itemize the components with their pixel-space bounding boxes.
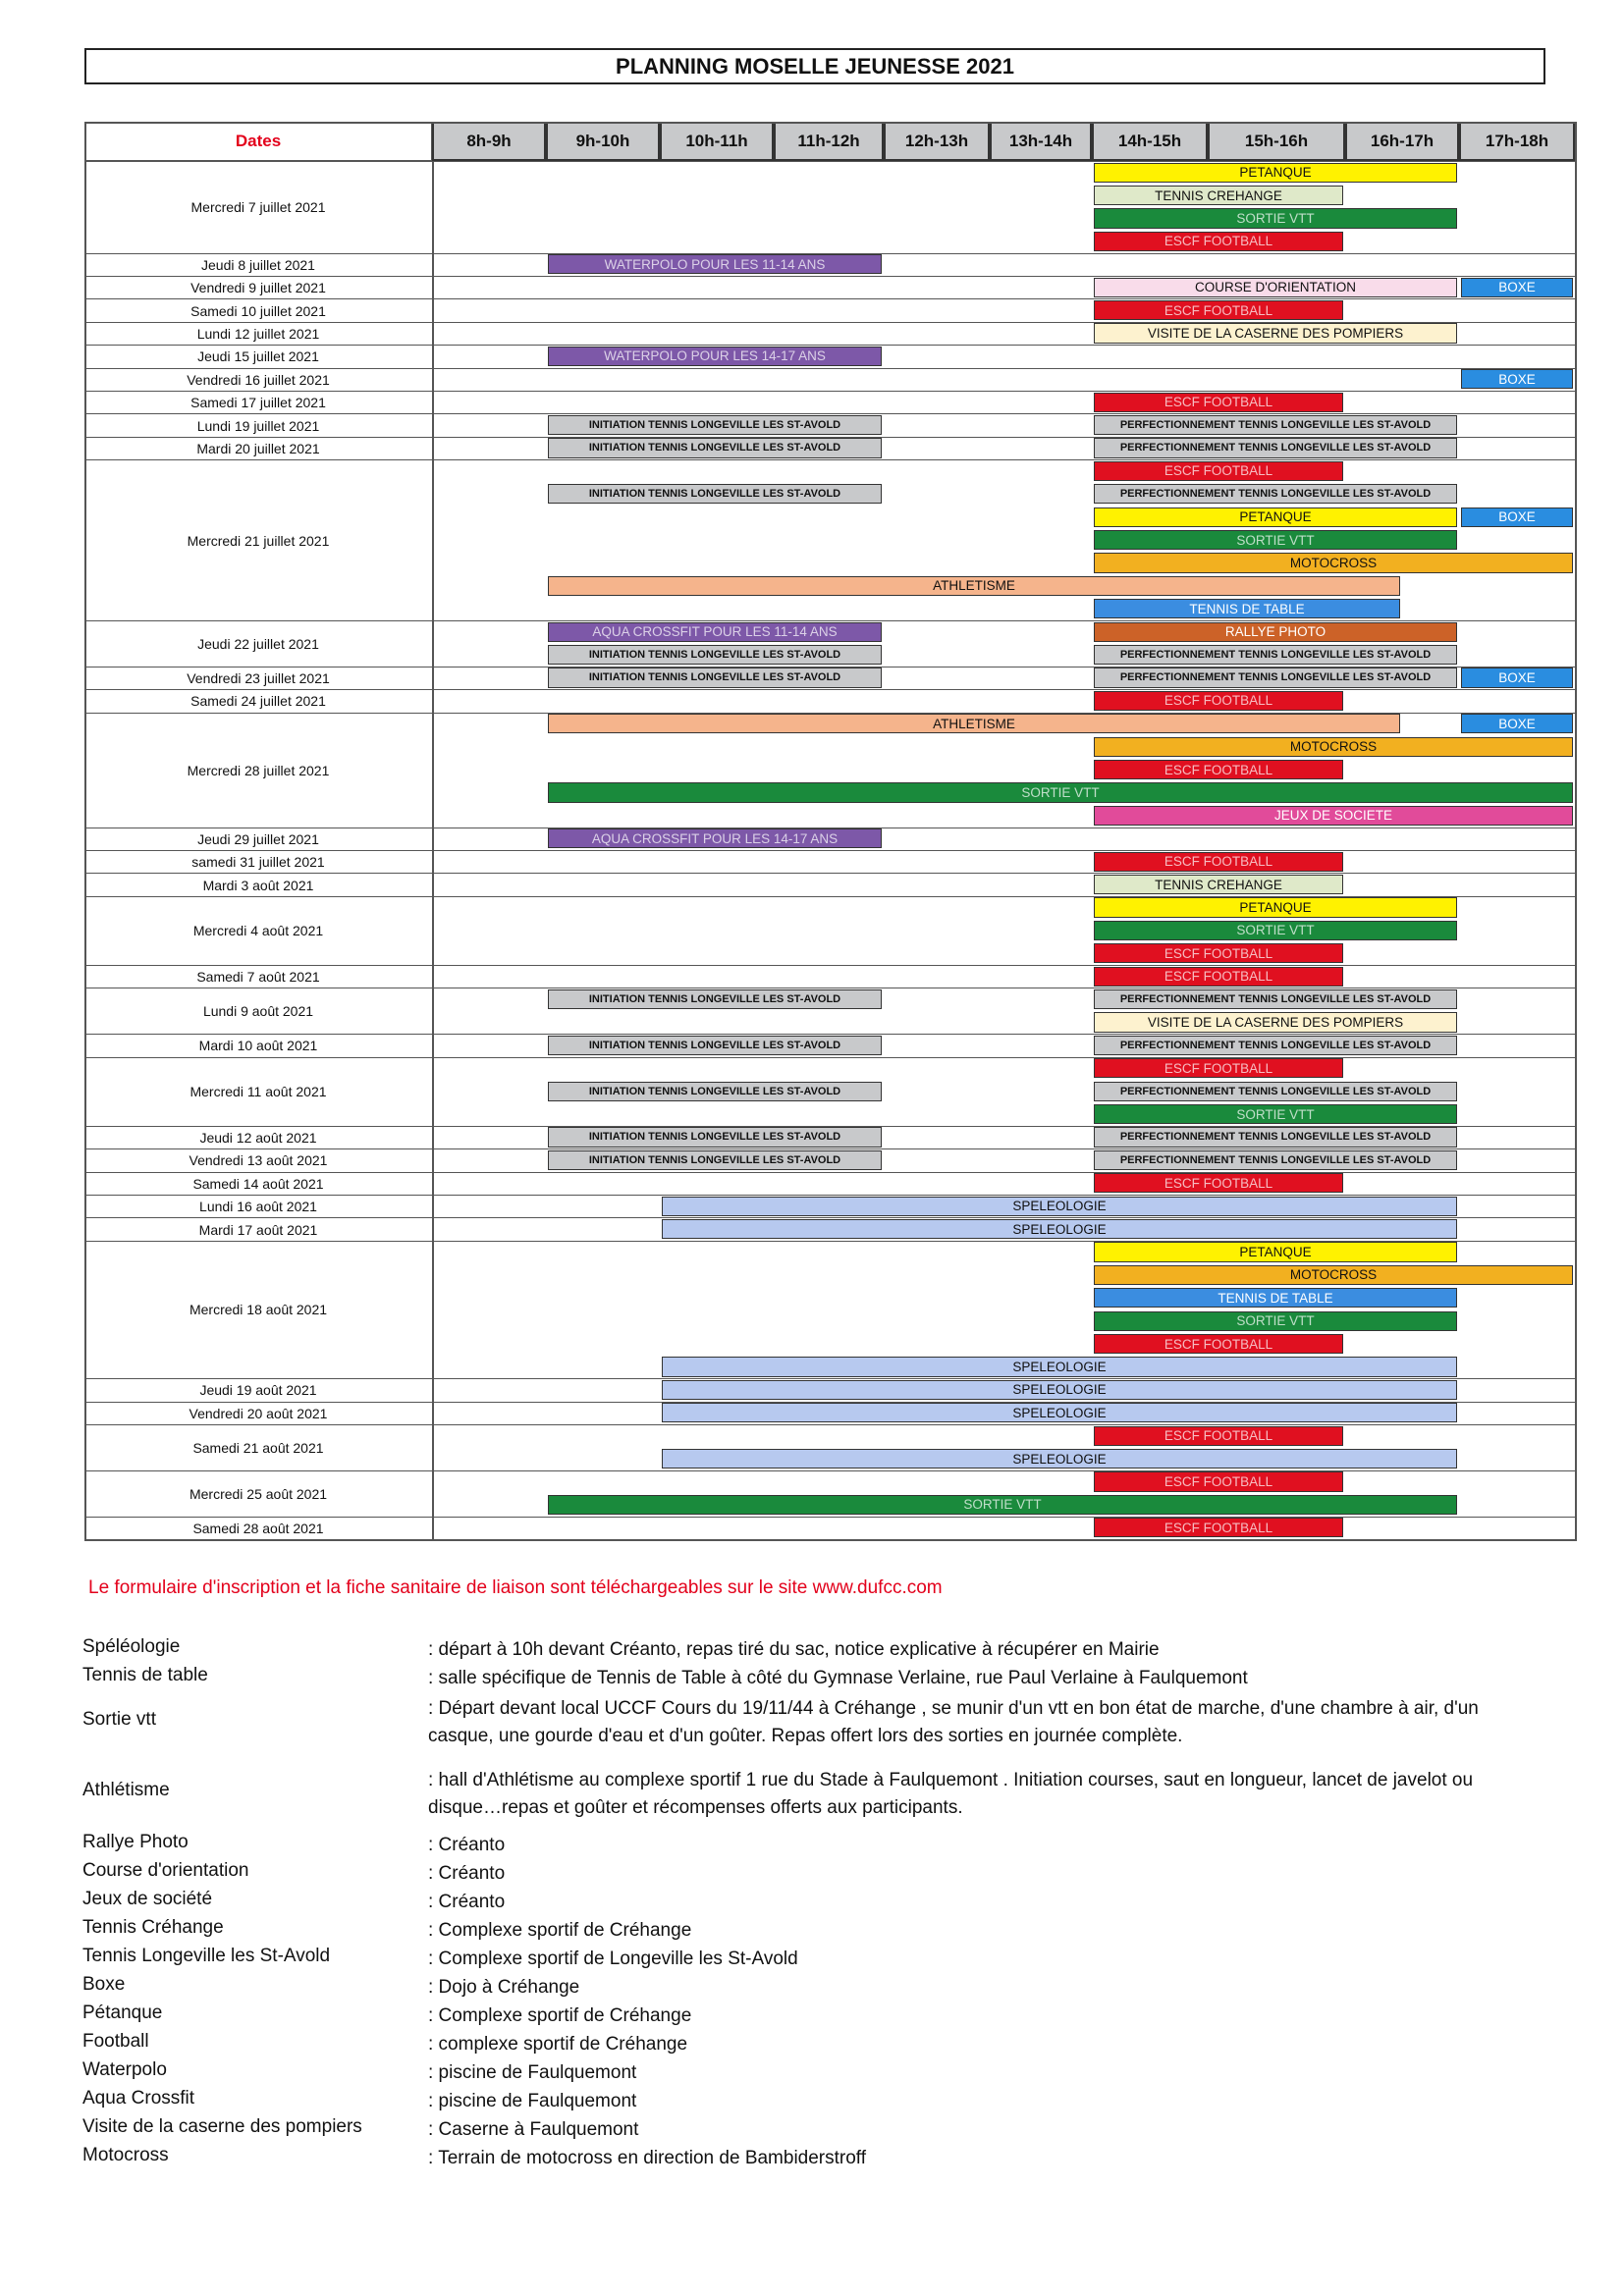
activity-bar: BOXE <box>1461 507 1573 527</box>
date-label: samedi 31 juillet 2021 <box>84 850 432 873</box>
activity-bar: ESCF FOOTBALL <box>1094 1426 1343 1446</box>
row-divider <box>432 965 1575 966</box>
activity-bar: ATHLETISME <box>548 576 1400 596</box>
activity-bar: INITIATION TENNIS LONGEVILLE LES ST-AVOLD <box>548 1036 882 1055</box>
date-label: Mercredi 11 août 2021 <box>84 1057 432 1126</box>
table-border <box>1575 122 1577 1539</box>
activity-bar: PERFECTIONNEMENT TENNIS LONGEVILLE LES ST-AVOLD <box>1094 1150 1457 1170</box>
date-label: Vendredi 16 juillet 2021 <box>84 368 432 391</box>
activity-bar: ESCF FOOTBALL <box>1094 943 1343 963</box>
info-text: : Créanto <box>428 1835 506 1855</box>
date-label: Jeudi 12 août 2021 <box>84 1126 432 1148</box>
activity-bar: TENNIS DE TABLE <box>1094 1288 1457 1308</box>
info-label: Aqua Crossfit <box>82 2088 195 2109</box>
activity-bar: TENNIS DE TABLE <box>1094 599 1400 618</box>
activity-bar: BOXE <box>1461 714 1573 733</box>
activity-bar: ESCF FOOTBALL <box>1094 1058 1343 1078</box>
activity-bar: VISITE DE LA CASERNE DES POMPIERS <box>1094 1012 1457 1032</box>
activity-bar: ATHLETISME <box>548 714 1400 733</box>
date-label: Samedi 7 août 2021 <box>84 965 432 988</box>
activity-bar: INITIATION TENNIS LONGEVILLE LES ST-AVOLD <box>548 484 882 504</box>
date-label: Vendredi 9 juillet 2021 <box>84 276 432 298</box>
row-divider <box>432 1172 1575 1173</box>
activity-bar: ESCF FOOTBALL <box>1094 967 1343 987</box>
activity-bar: PERFECTIONNEMENT TENNIS LONGEVILLE LES ST-AVOLD <box>1094 484 1457 504</box>
date-label: Mardi 17 août 2021 <box>84 1217 432 1240</box>
activity-bar: SPELEOLOGIE <box>662 1219 1457 1239</box>
row-divider <box>432 1470 1575 1471</box>
header-slot-12h-13h: 12h-13h <box>884 122 990 161</box>
activity-bar: INITIATION TENNIS LONGEVILLE LES ST-AVOLD <box>548 667 882 687</box>
info-label: Boxe <box>82 1974 126 1995</box>
date-label: Mercredi 4 août 2021 <box>84 896 432 965</box>
date-label: Samedi 14 août 2021 <box>84 1172 432 1195</box>
activity-bar: BOXE <box>1461 369 1573 389</box>
info-text: : piscine de Faulquemont <box>428 2091 637 2111</box>
activity-bar: INITIATION TENNIS LONGEVILLE LES ST-AVOLD <box>548 1150 882 1170</box>
date-label: Mercredi 28 juillet 2021 <box>84 713 432 828</box>
date-label: Samedi 24 juillet 2021 <box>84 689 432 712</box>
info-text: : hall d'Athlétisme au complexe sportif 1 rue du Stade à Faulquemont . Initiation courses, saut en longueur, lancet de javelot ou disque…repas et goûter et récompenses offerts aux participants. <box>428 1770 1474 1818</box>
activity-bar: SPELEOLOGIE <box>662 1449 1457 1468</box>
info-text: : départ à 10h devant Créanto, repas tiré du sac, notice explicative à récupérer en Mairie <box>428 1639 1160 1660</box>
activity-bar: ESCF FOOTBALL <box>1094 461 1343 481</box>
info-text: : piscine de Faulquemont <box>428 2062 637 2083</box>
date-label: Jeudi 22 juillet 2021 <box>84 620 432 667</box>
header-slot-13h-14h: 13h-14h <box>990 122 1092 161</box>
activity-bar: INITIATION TENNIS LONGEVILLE LES ST-AVOLD <box>548 1127 882 1147</box>
info-text: : Créanto <box>428 1863 506 1884</box>
activity-bar: PETANQUE <box>1094 507 1457 527</box>
row-divider <box>432 689 1575 690</box>
info-label: Jeux de société <box>82 1889 213 1909</box>
info-label: Rallye Photo <box>82 1832 189 1852</box>
date-label: Lundi 16 août 2021 <box>84 1195 432 1217</box>
activity-bar: SORTIE VTT <box>1094 1104 1457 1124</box>
activity-bar: PERFECTIONNEMENT TENNIS LONGEVILLE LES ST-AVOLD <box>1094 1036 1457 1055</box>
activity-bar: AQUA CROSSFIT POUR LES 11-14 ANS <box>548 622 882 642</box>
activity-bar: VISITE DE LA CASERNE DES POMPIERS <box>1094 323 1457 343</box>
activity-bar: SORTIE VTT <box>1094 530 1457 550</box>
activity-bar: AQUA CROSSFIT POUR LES 14-17 ANS <box>548 828 882 848</box>
activity-bar: PERFECTIONNEMENT TENNIS LONGEVILLE LES ST-AVOLD <box>1094 989 1457 1009</box>
info-label: Visite de la caserne des pompiers <box>82 2116 362 2137</box>
header-slot-10h-11h: 10h-11h <box>660 122 774 161</box>
info-text: : Dojo à Créhange <box>428 1977 580 1998</box>
info-label: Motocross <box>82 2145 169 2165</box>
date-label: Mardi 10 août 2021 <box>84 1034 432 1056</box>
row-divider <box>432 391 1575 392</box>
info-label: Football <box>82 2031 149 2052</box>
activity-bar: JEUX DE SOCIETE <box>1094 806 1573 826</box>
activity-bar: TENNIS CREHANGE <box>1094 875 1343 894</box>
page-title: PLANNING MOSELLE JEUNESSE 2021 <box>84 48 1545 84</box>
row-divider <box>432 368 1575 369</box>
date-label: Jeudi 15 juillet 2021 <box>84 345 432 367</box>
table-border <box>84 1539 1577 1541</box>
date-label: Vendredi 13 août 2021 <box>84 1148 432 1171</box>
info-label: Course d'orientation <box>82 1860 249 1881</box>
date-label: Samedi 28 août 2021 <box>84 1517 432 1539</box>
activity-bar: ESCF FOOTBALL <box>1094 1471 1343 1491</box>
activity-bar: PERFECTIONNEMENT TENNIS LONGEVILLE LES ST-AVOLD <box>1094 1082 1457 1101</box>
date-label: Samedi 10 juillet 2021 <box>84 298 432 321</box>
activity-bar: MOTOCROSS <box>1094 737 1573 757</box>
row-divider <box>432 298 1575 299</box>
date-label: Jeudi 29 juillet 2021 <box>84 828 432 850</box>
activity-bar: INITIATION TENNIS LONGEVILLE LES ST-AVOLD <box>548 1082 882 1101</box>
row-divider <box>432 1057 1575 1058</box>
activity-bar: COURSE D'ORIENTATION <box>1094 278 1457 297</box>
header-slot-16h-17h: 16h-17h <box>1345 122 1459 161</box>
activity-bar: SPELEOLOGIE <box>662 1357 1457 1376</box>
table-border <box>432 161 434 1539</box>
info-label: Tennis de table <box>82 1665 208 1685</box>
activity-bar: BOXE <box>1461 278 1573 297</box>
date-label: Jeudi 19 août 2021 <box>84 1378 432 1401</box>
date-label: Mercredi 21 juillet 2021 <box>84 459 432 620</box>
activity-bar: INITIATION TENNIS LONGEVILLE LES ST-AVOLD <box>548 415 882 435</box>
header-slot-9h-10h: 9h-10h <box>546 122 660 161</box>
activity-bar: PERFECTIONNEMENT TENNIS LONGEVILLE LES ST-AVOLD <box>1094 645 1457 665</box>
info-text: : Créanto <box>428 1892 506 1912</box>
info-label: Tennis Créhange <box>82 1917 224 1938</box>
info-text: : Complexe sportif de Créhange <box>428 1920 692 1941</box>
activity-bar: PETANQUE <box>1094 1242 1457 1261</box>
date-label: Mercredi 18 août 2021 <box>84 1241 432 1378</box>
info-text: : salle spécifique de Tennis de Table à côté du Gymnase Verlaine, rue Paul Verlaine à Faulquemont <box>428 1668 1248 1688</box>
info-text: : complexe sportif de Créhange <box>428 2034 688 2055</box>
date-label: Vendredi 23 juillet 2021 <box>84 667 432 689</box>
activity-bar: BOXE <box>1461 667 1573 687</box>
date-label: Mercredi 7 juillet 2021 <box>84 161 432 253</box>
date-label: Lundi 12 juillet 2021 <box>84 322 432 345</box>
activity-bar: PETANQUE <box>1094 163 1457 183</box>
date-label: Mercredi 25 août 2021 <box>84 1470 432 1517</box>
activity-bar: SORTIE VTT <box>548 782 1573 802</box>
row-divider <box>432 459 1575 460</box>
info-text: : Complexe sportif de Longeville les St-Avold <box>428 1949 798 1969</box>
activity-bar: SORTIE VTT <box>1094 1311 1457 1331</box>
activity-bar: WATERPOLO POUR LES 11-14 ANS <box>548 254 882 274</box>
date-label: Mardi 20 juillet 2021 <box>84 437 432 459</box>
activity-bar: ESCF FOOTBALL <box>1094 300 1343 320</box>
activity-bar: RALLYE PHOTO <box>1094 622 1457 642</box>
info-text: : Départ devant local UCCF Cours du 19/11/44 à Créhange , se munir d'un vtt en bon état de marche, d'une chambre à air, d'un casque, une gourde d'eau et d'un goûter. Repas offert lors des sorties en journée complète. <box>428 1698 1479 1746</box>
header-slot-14h-15h: 14h-15h <box>1092 122 1208 161</box>
activity-bar: ESCF FOOTBALL <box>1094 760 1343 779</box>
activity-bar: ESCF FOOTBALL <box>1094 1334 1343 1354</box>
info-label: Sortie vtt <box>82 1709 156 1730</box>
activity-bar: INITIATION TENNIS LONGEVILLE LES ST-AVOLD <box>548 645 882 665</box>
activity-bar: SORTIE VTT <box>1094 921 1457 940</box>
date-label: Samedi 17 juillet 2021 <box>84 391 432 413</box>
activity-bar: ESCF FOOTBALL <box>1094 232 1343 251</box>
activity-bar: PERFECTIONNEMENT TENNIS LONGEVILLE LES ST-AVOLD <box>1094 667 1457 687</box>
activity-bar: ESCF FOOTBALL <box>1094 393 1343 412</box>
header-slot-11h-12h: 11h-12h <box>774 122 884 161</box>
header-slot-8h-9h: 8h-9h <box>432 122 546 161</box>
info-label: Athlétisme <box>82 1780 170 1800</box>
activity-bar: ESCF FOOTBALL <box>1094 1173 1343 1193</box>
registration-note: Le formulaire d'inscription et la fiche sanitaire de liaison sont téléchargeables sur le site www.dufcc.com <box>88 1577 943 1598</box>
activity-bar: ESCF FOOTBALL <box>1094 1518 1343 1537</box>
info-text: : Complexe sportif de Créhange <box>428 2005 692 2026</box>
header-slot-17h-18h: 17h-18h <box>1459 122 1575 161</box>
info-label: Pétanque <box>82 2002 163 2023</box>
activity-bar: MOTOCROSS <box>1094 553 1573 572</box>
activity-bar: PETANQUE <box>1094 897 1457 917</box>
row-divider <box>432 1517 1575 1518</box>
activity-bar: SORTIE VTT <box>548 1495 1457 1515</box>
activity-bar: SPELEOLOGIE <box>662 1403 1457 1422</box>
info-label: Tennis Longeville les St-Avold <box>82 1946 331 1966</box>
activity-bar: ESCF FOOTBALL <box>1094 852 1343 872</box>
activity-bar: SORTIE VTT <box>1094 208 1457 228</box>
row-divider <box>432 850 1575 851</box>
row-divider <box>432 873 1575 874</box>
activity-bar: SPELEOLOGIE <box>662 1380 1457 1400</box>
info-text: : Terrain de motocross en direction de Bambiderstroff <box>428 2148 867 2168</box>
activity-bar: MOTOCROSS <box>1094 1265 1573 1285</box>
table-border <box>84 122 86 1539</box>
info-text: : Caserne à Faulquemont <box>428 2119 639 2140</box>
date-label: Lundi 9 août 2021 <box>84 988 432 1034</box>
table-border <box>84 122 1577 124</box>
info-label: Waterpolo <box>82 2059 167 2080</box>
activity-bar: WATERPOLO POUR LES 14-17 ANS <box>548 347 882 366</box>
row-divider <box>432 1424 1575 1425</box>
header-dates: Dates <box>84 122 432 161</box>
info-label: Spéléologie <box>82 1636 181 1657</box>
activity-bar: ESCF FOOTBALL <box>1094 691 1343 711</box>
date-label: Lundi 19 juillet 2021 <box>84 413 432 436</box>
date-label: Vendredi 20 août 2021 <box>84 1402 432 1424</box>
date-label: Mardi 3 août 2021 <box>84 873 432 895</box>
activity-bar: PERFECTIONNEMENT TENNIS LONGEVILLE LES ST-AVOLD <box>1094 438 1457 457</box>
date-label: Jeudi 8 juillet 2021 <box>84 253 432 276</box>
activity-bar: PERFECTIONNEMENT TENNIS LONGEVILLE LES ST-AVOLD <box>1094 415 1457 435</box>
header-slot-15h-16h: 15h-16h <box>1208 122 1345 161</box>
activity-bar: INITIATION TENNIS LONGEVILLE LES ST-AVOLD <box>548 438 882 457</box>
activity-bar: INITIATION TENNIS LONGEVILLE LES ST-AVOLD <box>548 989 882 1009</box>
activity-bar: SPELEOLOGIE <box>662 1197 1457 1216</box>
activity-bar: PERFECTIONNEMENT TENNIS LONGEVILLE LES ST-AVOLD <box>1094 1127 1457 1147</box>
date-label: Samedi 21 août 2021 <box>84 1424 432 1470</box>
activity-bar: TENNIS CREHANGE <box>1094 186 1343 205</box>
